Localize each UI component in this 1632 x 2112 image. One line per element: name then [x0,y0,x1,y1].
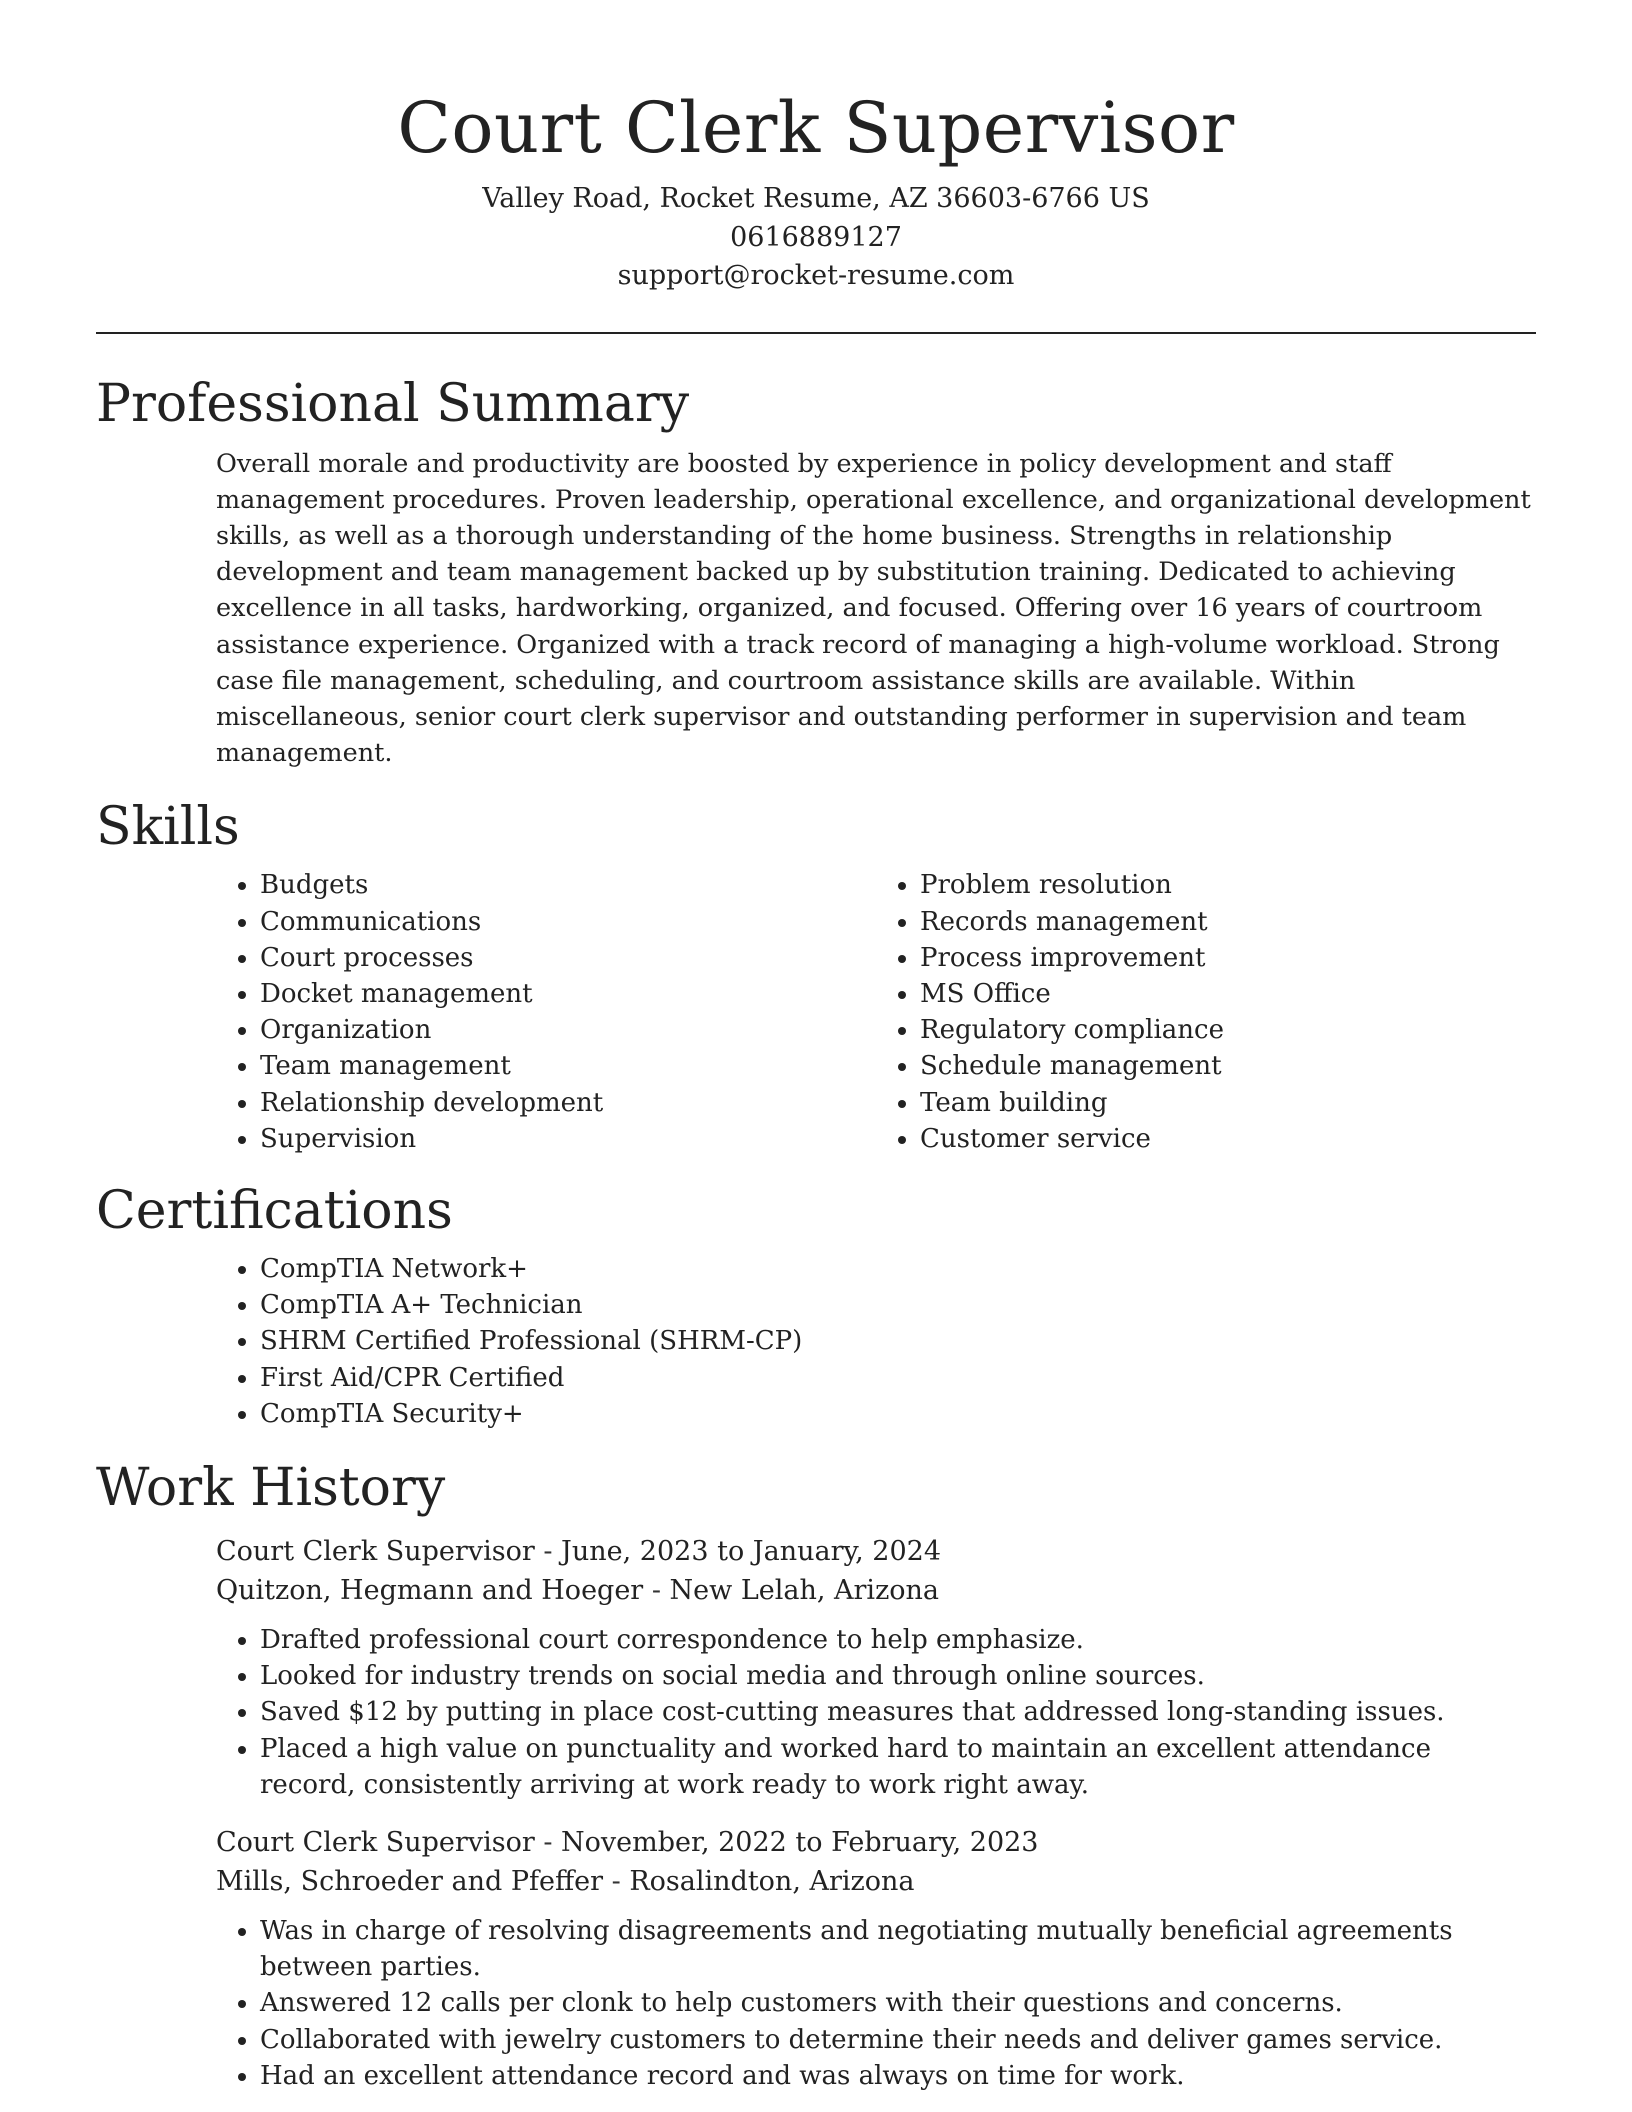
job-duty: • Answered 12 calls per clonk to help customers with their questions and concerns. [260,1985,1500,2021]
job-title: Court Clerk Supervisor [216,1535,535,1567]
skill-item: • Supervision [260,1121,876,1157]
skills-list-left [216,867,876,1157]
certification-item: • First Aid/CPR Certified [260,1360,1536,1396]
job-company: Mills, Schroeder and Pfeffer [216,1865,604,1897]
skill-item: • Process improvement [920,940,1536,976]
skills-section [96,795,1536,1157]
job-company: Quitzon, Hegmann and Hoeger [216,1574,644,1606]
skill-item: • Relationship development [260,1085,876,1121]
contact-address: Valley Road, Rocket Resume, AZ 36603-6766 US [482,183,1150,214]
job-location: New Lelah, Arizona [669,1574,940,1606]
job-separator: - [611,1865,621,1897]
job-duties-list [216,1622,1500,1803]
job-location: Rosalindton, Arizona [629,1865,915,1897]
job-separator: - [543,1535,553,1567]
skill-item: • Team management [260,1048,876,1084]
skills-columns [216,867,1536,1157]
job-company-line [216,1571,1536,1610]
skill-item: • Docket management [260,976,876,1012]
job-separator: - [543,1826,553,1858]
job-entry [216,1823,1536,2094]
skills-heading: Skills [96,797,240,858]
job-duty: • Was in charge of resolving disagreements and negotiating mutually beneficial agreements between parties. [260,1913,1500,1985]
skill-item: • Regulatory compliance [920,1012,1536,1048]
summary-section [96,372,1536,772]
summary-heading: Professional Summary [96,373,690,434]
job-duties-list [216,1913,1500,2094]
job-separator: - [651,1574,661,1606]
contact-email: support@rocket-resume.com [617,260,1015,291]
contact-phone: 0616889127 [730,221,902,253]
skill-item: • Problem resolution [920,867,1536,903]
job-duty: • Saved $12 by putting in place cost-cutting measures that addressed long-standing issues. [260,1694,1500,1730]
resume-header [96,0,1536,296]
job-entry [216,1532,1536,1803]
header-divider [96,332,1536,334]
contact-block [96,180,1536,296]
skill-item: • Court processes [260,940,876,976]
job-duty: • Had an excellent attendance record and was always on time for work. [260,2058,1500,2094]
skill-item: • Records management [920,904,1536,940]
job-dates: June, 2023 to January, 2024 [561,1535,942,1567]
skill-item: • Schedule management [920,1048,1536,1084]
work-history-section [96,1456,1536,2094]
resume-page [96,0,1536,2094]
skill-item: • Communications [260,904,876,940]
summary-text: Overall morale and productivity are boosted by experience in policy development and staff management procedures. Proven leadership, operational excellence, and organizational development skills, as well as a thorough understanding of the home business. Strengths in relationship development and team management backed up by substitution training. Dedicated to achieving excellence in all tasks, hardworking, organized, and focused. Offering over 16 years of courtroom assistance experience. Organized with a track record of managing a high-volume workload. Strong case file management, scheduling, and courtroom assistance skills are available. Within miscellaneous, senior court clerk supervisor and outstanding performer in supervision and team management. [216,448,1531,769]
job-dates: November, 2022 to February, 2023 [561,1826,1039,1858]
skill-item: • Budgets [260,867,876,903]
job-duty: • Collaborated with jewelry customers to determine their needs and deliver games service. [260,2022,1500,2058]
skill-item: • MS Office [920,976,1536,1012]
certifications-heading: Certifications [96,1180,453,1241]
job-duty: • Looked for industry trends on social media and through online sources. [260,1658,1500,1694]
skill-item: • Organization [260,1012,876,1048]
job-title-line [216,1823,1536,1862]
skills-list-right [876,867,1536,1157]
certifications-section [96,1179,1536,1432]
job-title-line [216,1532,1536,1571]
certification-item: • CompTIA Security+ [260,1396,1536,1432]
certification-item: • CompTIA Network+ [260,1251,1536,1287]
skill-item: • Team building [920,1085,1536,1121]
certification-item: • SHRM Certified Professional (SHRM-CP) [260,1323,1536,1359]
job-title: Court Clerk Supervisor [216,1826,535,1858]
job-duty: • Placed a high value on punctuality and worked hard to maintain an excellent attendance record, consistently arriving at work ready to work right away. [260,1731,1500,1803]
certification-item: • CompTIA A+ Technician [260,1287,1536,1323]
certifications-list [216,1251,1536,1432]
resume-name: Court Clerk Supervisor [397,87,1235,169]
job-duty: • Drafted professional court correspondence to help emphasize. [260,1622,1500,1658]
work-history-heading: Work History [96,1457,446,1518]
job-company-line [216,1862,1536,1901]
skill-item: • Customer service [920,1121,1536,1157]
